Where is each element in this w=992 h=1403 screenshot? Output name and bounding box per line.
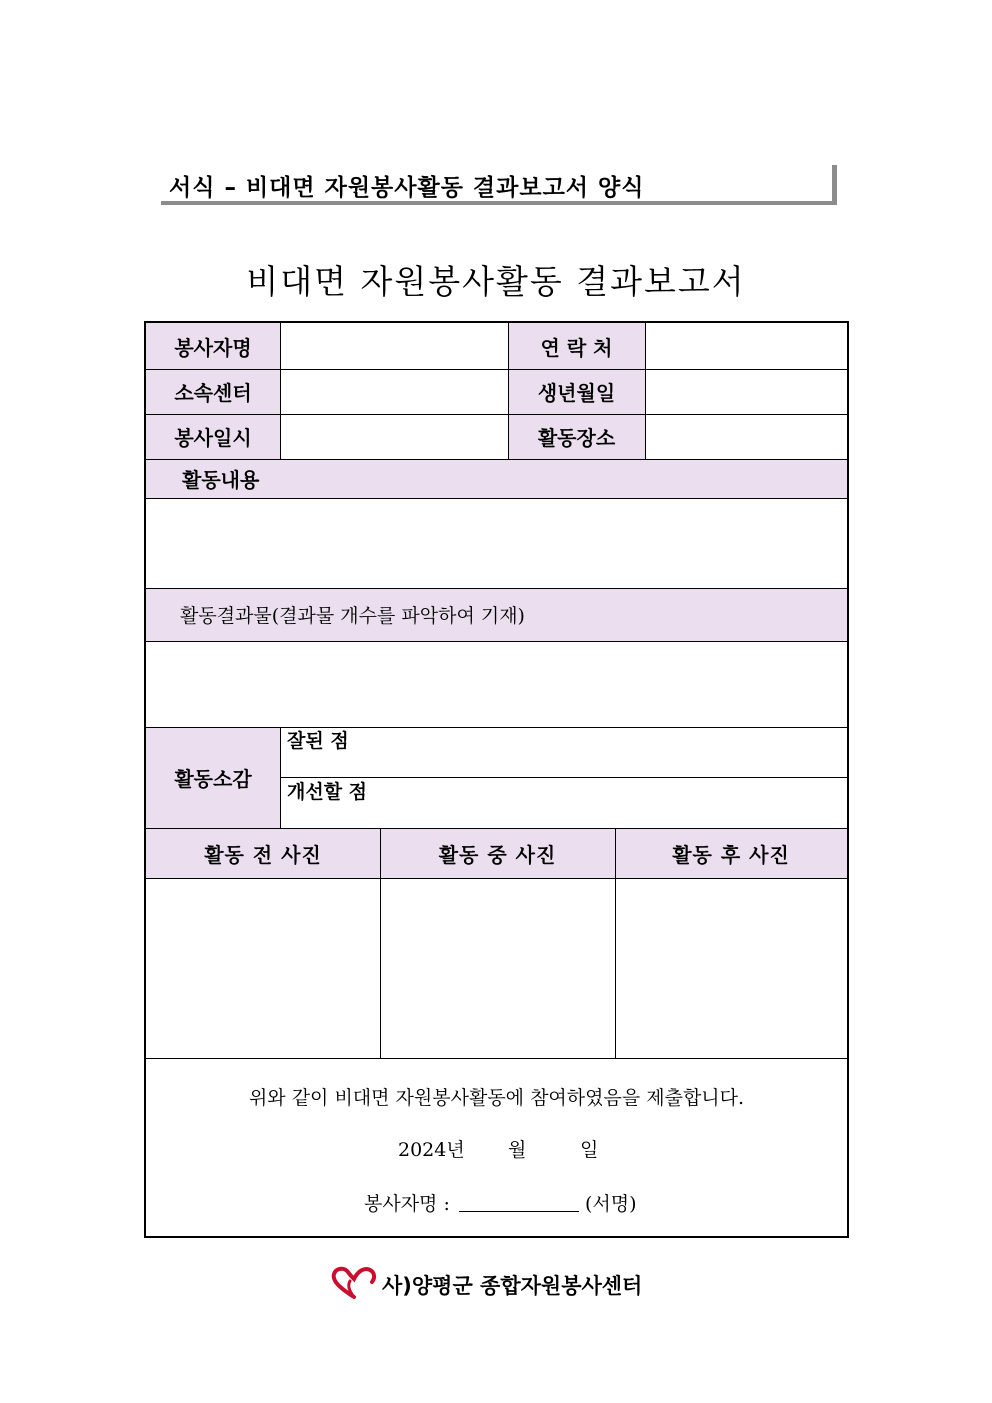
report-table bbox=[144, 321, 849, 1238]
column-divider bbox=[280, 323, 281, 459]
row-divider bbox=[146, 498, 847, 499]
photo-after-slot[interactable] bbox=[615, 878, 847, 1058]
document-title: 비대면 자원봉사활동 결과보고서 bbox=[246, 262, 746, 301]
volunteer-datetime-label: 봉사일시 bbox=[146, 414, 280, 459]
photo-before-slot[interactable] bbox=[146, 878, 380, 1058]
signature-line[interactable] bbox=[459, 1211, 579, 1212]
column-divider bbox=[280, 727, 281, 828]
volunteer-name-label: 봉사자명 bbox=[146, 323, 280, 369]
activity-result-field[interactable] bbox=[146, 641, 847, 727]
row-divider bbox=[280, 777, 847, 778]
birth-date-label: 생년월일 bbox=[508, 369, 645, 414]
form-header-text: 서식 – 비대면 자원봉사활동 결과보고서 양식 bbox=[169, 175, 645, 201]
signature-suffix: (서명) bbox=[585, 1193, 637, 1215]
improvement-points-field[interactable] bbox=[406, 778, 846, 828]
date-day: 일 bbox=[580, 1139, 599, 1161]
row-divider bbox=[146, 828, 847, 829]
impressions-label: 활동소감 bbox=[146, 727, 280, 828]
photo-before-label: 활동 전 사진 bbox=[146, 828, 380, 878]
footer bbox=[330, 1266, 670, 1302]
column-divider bbox=[645, 323, 646, 459]
heart-logo-icon bbox=[330, 1266, 378, 1300]
row-divider bbox=[146, 1058, 847, 1059]
organization-name: 사)양평군 종합자원봉사센터 bbox=[382, 1274, 643, 1298]
activity-place-field[interactable] bbox=[645, 414, 847, 459]
form-header-banner bbox=[161, 165, 837, 205]
signature-label: 봉사자명 : bbox=[364, 1193, 450, 1215]
row-divider bbox=[146, 414, 847, 415]
column-divider bbox=[508, 323, 509, 459]
photo-during-slot[interactable] bbox=[380, 878, 615, 1058]
date-month: 월 bbox=[508, 1139, 527, 1161]
volunteer-datetime-field[interactable] bbox=[280, 414, 508, 459]
photo-during-label: 활동 중 사진 bbox=[380, 828, 615, 878]
row-divider bbox=[146, 727, 847, 728]
contact-field[interactable] bbox=[645, 323, 847, 369]
birth-date-field[interactable] bbox=[645, 369, 847, 414]
volunteer-name-field[interactable] bbox=[280, 323, 508, 369]
affiliated-center-field[interactable] bbox=[280, 369, 508, 414]
date-year: 2024년 bbox=[398, 1139, 465, 1161]
activity-place-label: 활동장소 bbox=[508, 414, 645, 459]
activity-content-label: 활동내용 bbox=[146, 459, 847, 498]
affiliated-center-label: 소속센터 bbox=[146, 369, 280, 414]
row-divider bbox=[146, 641, 847, 642]
column-divider bbox=[380, 828, 381, 1058]
photo-after-label: 활동 후 사진 bbox=[615, 828, 847, 878]
row-divider bbox=[146, 459, 847, 460]
column-divider bbox=[615, 828, 616, 1058]
row-divider bbox=[146, 878, 847, 879]
row-divider bbox=[146, 588, 847, 589]
contact-label: 연 락 처 bbox=[508, 323, 645, 369]
activity-content-field[interactable] bbox=[146, 498, 847, 588]
activity-result-label: 활동결과물(결과물 개수를 파악하여 기재) bbox=[146, 588, 847, 641]
improvement-points-label: 개선할 점 bbox=[287, 781, 368, 803]
row-divider bbox=[146, 369, 847, 370]
good-points-field[interactable] bbox=[406, 727, 846, 777]
submission-statement: 위와 같이 비대면 자원봉사활동에 참여하였음을 제출합니다. bbox=[248, 1087, 745, 1109]
good-points-label: 잘된 점 bbox=[287, 730, 349, 752]
